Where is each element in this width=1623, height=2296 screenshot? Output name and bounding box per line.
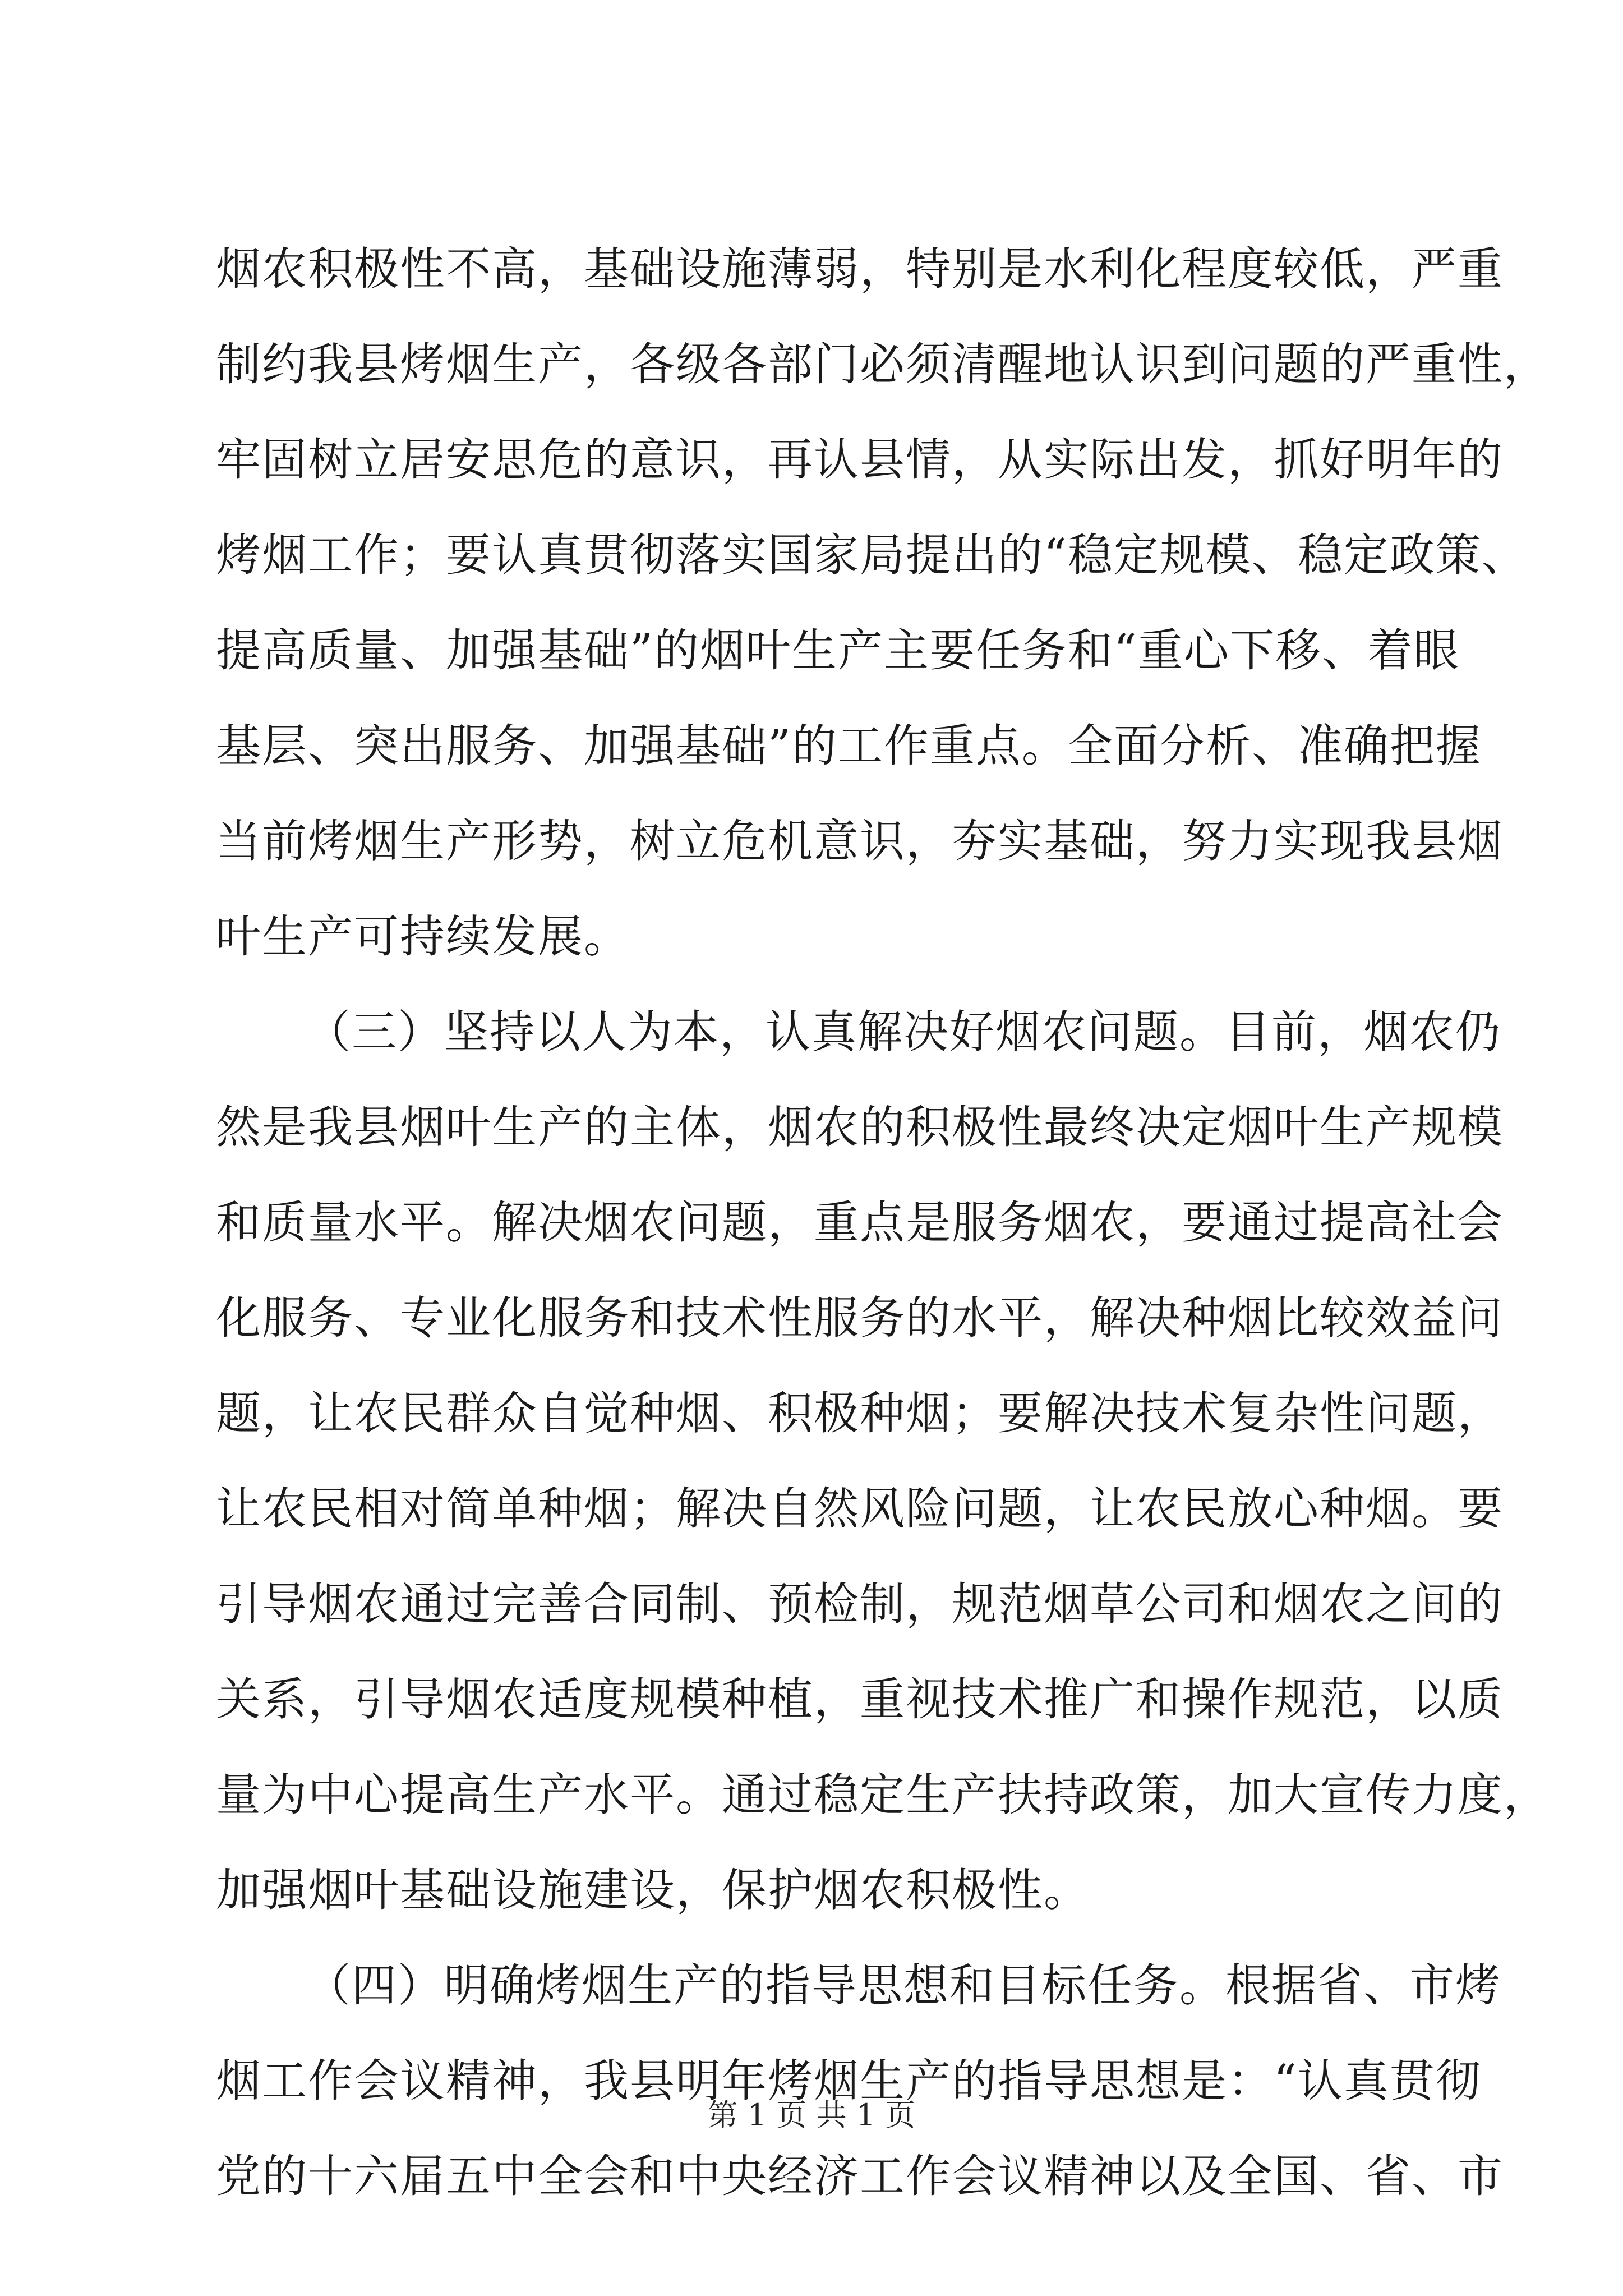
text-line: 制约我县烤烟生产，各级各部门必须清醒地认识到问题的严重性， xyxy=(216,338,1550,390)
page-number-label: 第 1 页 共 1 页 xyxy=(707,2097,916,2133)
text-line: 然是我县烟叶生产的主体，烟农的积极性最终决定烟叶生产规模 xyxy=(216,1101,1504,1153)
text-line: 加强烟叶基础设施建设，保护烟农积极性。 xyxy=(216,1864,1090,1916)
text-line: 当前烤烟生产形势，树立危机意识，夯实基础，努力实现我县烟 xyxy=(216,815,1504,867)
text-line: 基层、突出服务、加强基础”的工作重点。全面分析、准确把握 xyxy=(216,720,1482,772)
body-text xyxy=(216,222,1550,2224)
text-line: 题，让农民群众自觉种烟、积极种烟；要解决技术复杂性问题， xyxy=(216,1387,1504,1439)
text-line: 烟工作会议精神，我县明年烤烟生产的指导思想是：“认真贯彻 xyxy=(216,2055,1482,2107)
page-footer xyxy=(0,2096,1623,2135)
text-line: 党的十六届五中全会和中央经济工作会议精神以及全国、省、市 xyxy=(216,2150,1504,2202)
text-line: 让农民相对简单种烟；解决自然风险问题，让农民放心种烟。要 xyxy=(216,1483,1504,1535)
text-line-indented: （三）坚持以人为本，认真解决好烟农问题。目前，烟农仍 xyxy=(306,1006,1501,1058)
paragraph-section-3 xyxy=(216,984,1550,1938)
text-line: 关系，引导烟农适度规模种植，重视技术推广和操作规范，以质 xyxy=(216,1673,1504,1726)
text-line: 化服务、专业化服务和技术性服务的水平，解决种烟比较效益问 xyxy=(216,1292,1504,1344)
paragraph-section-4 xyxy=(216,1938,1504,2224)
text-line: 引导烟农通过完善合同制、预检制，规范烟草公司和烟农之间的 xyxy=(216,1578,1504,1630)
text-line: 叶生产可持续发展。 xyxy=(216,910,630,963)
text-line: 烟农积极性不高，基础设施薄弱，特别是水利化程度较低，严重 xyxy=(216,243,1504,295)
text-line: 牢固树立居安思危的意识，再认县情，从实际出发，抓好明年的 xyxy=(216,434,1504,486)
text-line: 提高质量、加强基础”的烟叶生产主要任务和“重心下移、着眼 xyxy=(216,624,1460,677)
text-line: 量为中心提高生产水平。通过稳定生产扶持政策，加大宣传力度， xyxy=(216,1769,1550,1821)
text-line-indented: （四）明确烤烟生产的指导思想和目标任务。根据省、市烤 xyxy=(306,1959,1501,2012)
text-line: 烤烟工作；要认真贯彻落实国家局提出的“稳定规模、稳定政策、 xyxy=(216,529,1528,581)
paragraph-intro xyxy=(216,222,1550,984)
text-line: 和质量水平。解决烟农问题，重点是服务烟农，要通过提高社会 xyxy=(216,1197,1504,1249)
